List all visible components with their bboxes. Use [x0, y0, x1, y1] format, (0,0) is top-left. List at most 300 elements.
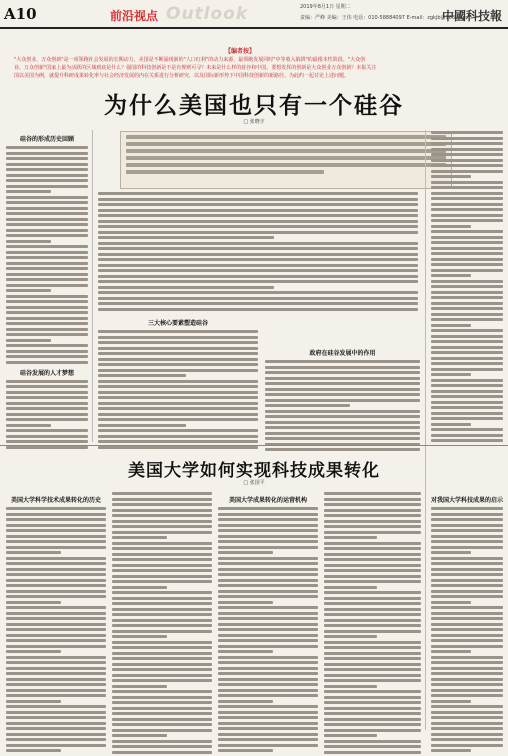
text-line — [98, 424, 186, 427]
text-line — [324, 503, 421, 506]
text-line — [112, 624, 212, 627]
text-line — [431, 280, 503, 283]
text-line — [6, 540, 106, 543]
text-line — [112, 536, 167, 539]
text-line — [6, 518, 106, 521]
text-line — [431, 557, 503, 560]
text-line — [6, 639, 106, 642]
text-line — [431, 335, 503, 338]
text-line — [324, 536, 377, 539]
body-text — [431, 507, 503, 752]
text-line — [112, 586, 167, 589]
text-line — [431, 601, 471, 604]
text-line — [218, 507, 318, 510]
text-line — [218, 623, 318, 626]
text-line — [431, 148, 503, 151]
text-line — [6, 689, 106, 692]
article1-headline: 为什么美国也只有一个硅谷 — [104, 93, 404, 119]
text-line — [431, 617, 503, 620]
text-line — [6, 207, 88, 210]
text-line — [324, 514, 421, 517]
text-line — [431, 170, 503, 173]
text-line — [431, 694, 503, 697]
text-line — [218, 606, 318, 609]
text-line — [112, 591, 212, 594]
text-line — [324, 630, 421, 633]
text-line — [112, 690, 212, 693]
article1-intro-box — [120, 131, 452, 189]
text-line — [218, 656, 318, 659]
text-line — [265, 371, 420, 374]
text-line — [431, 203, 503, 206]
article1-middle-columns — [98, 192, 418, 313]
text-line — [218, 738, 318, 741]
text-line — [218, 601, 273, 604]
text-line — [265, 382, 420, 385]
text-line — [6, 240, 51, 243]
text-line — [324, 569, 421, 572]
text-line — [112, 514, 212, 517]
text-line — [431, 513, 503, 516]
text-line — [6, 524, 106, 527]
column-divider — [92, 130, 93, 442]
text-line — [431, 164, 503, 167]
text-line — [431, 672, 503, 675]
article1-subheading: 政府在硅谷发展中的作用 — [309, 350, 376, 357]
text-line — [431, 683, 503, 686]
text-line — [324, 492, 421, 495]
text-line — [265, 432, 420, 435]
body-text — [218, 507, 318, 752]
text-line — [324, 575, 421, 578]
text-line — [6, 328, 88, 331]
text-line — [6, 300, 88, 303]
text-line — [218, 661, 318, 664]
text-line — [6, 396, 88, 399]
text-line — [431, 628, 503, 631]
text-line — [6, 361, 88, 364]
text-line — [6, 513, 106, 516]
text-line — [112, 503, 212, 506]
column-divider — [425, 130, 426, 730]
text-line — [6, 174, 88, 177]
text-line — [98, 369, 258, 372]
body-text — [98, 330, 258, 449]
text-line — [98, 214, 418, 217]
text-line — [98, 253, 418, 256]
text-line — [324, 723, 421, 726]
right-column — [431, 131, 503, 445]
text-line — [431, 590, 503, 593]
text-line — [431, 362, 503, 365]
text-line — [218, 590, 318, 593]
text-line — [6, 163, 88, 166]
text-line — [6, 507, 106, 510]
text-line — [6, 678, 106, 681]
text-line — [265, 410, 420, 413]
text-line — [218, 716, 318, 719]
text-line — [265, 399, 420, 402]
section-title: 前沿视点 — [110, 9, 159, 23]
text-line — [6, 562, 106, 565]
text-line — [431, 749, 471, 752]
text-line — [6, 645, 106, 648]
text-line — [6, 306, 88, 309]
text-line — [6, 727, 106, 730]
text-line — [431, 373, 471, 376]
text-line — [6, 529, 106, 532]
text-line — [431, 623, 503, 626]
text-line — [6, 196, 88, 199]
text-line — [6, 551, 61, 554]
text-line — [98, 402, 258, 405]
text-line — [324, 685, 377, 688]
text-line — [112, 701, 212, 704]
text-line — [218, 694, 318, 697]
text-line — [112, 751, 212, 754]
text-line — [324, 729, 421, 732]
text-line — [98, 264, 418, 267]
date-line: 2019年8月1日 星期二 — [300, 4, 351, 10]
text-line — [431, 175, 471, 178]
text-line — [324, 586, 377, 589]
text-line — [431, 395, 503, 398]
text-line — [6, 705, 106, 708]
text-line — [431, 137, 503, 140]
text-line — [6, 168, 88, 171]
body-text — [6, 380, 88, 449]
text-line — [431, 634, 503, 637]
text-line — [431, 219, 503, 222]
text-line — [6, 311, 88, 314]
text-line — [324, 602, 421, 605]
text-line — [98, 308, 418, 311]
text-line — [6, 738, 106, 741]
text-line — [431, 744, 503, 747]
text-line — [431, 357, 503, 360]
text-line — [431, 546, 503, 549]
text-line — [112, 685, 167, 688]
text-line — [324, 531, 421, 534]
text-line — [112, 674, 212, 677]
text-line — [218, 639, 318, 642]
text-line — [6, 284, 88, 287]
text-line — [98, 391, 258, 394]
text-line — [431, 417, 503, 420]
text-line — [218, 650, 273, 653]
text-line — [431, 551, 471, 554]
text-line — [218, 524, 318, 527]
text-line — [431, 423, 471, 426]
text-line — [324, 624, 421, 627]
text-line — [6, 391, 88, 394]
text-line — [431, 247, 503, 250]
text-line — [218, 749, 273, 752]
text-line — [6, 716, 106, 719]
text-line — [6, 749, 61, 752]
text-line — [6, 267, 88, 270]
text-line — [112, 553, 212, 556]
text-line — [265, 448, 420, 451]
text-line — [218, 584, 318, 587]
text-line — [98, 236, 274, 239]
text-line — [98, 440, 258, 443]
text-line — [98, 429, 258, 432]
text-line — [6, 212, 88, 215]
text-line — [6, 733, 106, 736]
article2-subheading: 美国大学科学技术成果转化的历史 — [10, 497, 101, 504]
article2-left-column — [6, 492, 106, 755]
text-line — [431, 346, 503, 349]
text-line — [324, 663, 421, 666]
article2-author: □ 张国平 — [243, 480, 265, 486]
text-line — [98, 435, 258, 438]
section-logo: Outlook — [166, 4, 249, 24]
body-text — [112, 492, 212, 754]
text-line — [431, 340, 503, 343]
text-line — [98, 385, 258, 388]
text-line — [6, 234, 88, 237]
text-line — [112, 613, 212, 616]
text-line — [6, 579, 106, 582]
text-line — [6, 251, 88, 254]
text-line — [6, 568, 106, 571]
text-line — [6, 429, 88, 432]
text-line — [265, 437, 420, 440]
text-line — [218, 513, 318, 516]
text-line — [431, 296, 503, 299]
page-header — [0, 0, 508, 28]
text-line — [431, 318, 503, 321]
text-line — [6, 355, 88, 358]
text-line — [218, 568, 318, 571]
article2-headline: 美国大学如何实现科技成果转化 — [128, 461, 380, 481]
text-line — [431, 351, 503, 354]
text-line — [6, 344, 88, 347]
text-line — [324, 751, 421, 754]
text-line — [6, 223, 88, 226]
text-line — [112, 520, 212, 523]
text-line — [431, 258, 503, 261]
text-line — [218, 683, 318, 686]
text-line — [6, 256, 88, 259]
text-line — [265, 377, 420, 380]
text-line — [431, 269, 503, 272]
text-line — [112, 740, 212, 743]
text-line — [431, 131, 503, 134]
editor-note-line: 业、万众创新"国家上最为活跃的区域到底是什么？强国的科技创新是不是有规则可寻？未来是什么样的硅谷和中国，要想发挥的创新是大众创业万众创新？本报关注 — [14, 65, 377, 71]
text-line — [112, 509, 212, 512]
text-line — [112, 712, 212, 715]
text-line — [431, 667, 503, 670]
text-line — [112, 663, 212, 666]
text-line — [98, 225, 418, 228]
text-line — [6, 317, 88, 320]
text-line — [431, 678, 503, 681]
text-line — [324, 646, 421, 649]
text-line — [431, 722, 503, 725]
text-line — [112, 492, 212, 495]
text-line — [112, 745, 212, 748]
text-line — [112, 564, 212, 567]
text-line — [98, 336, 258, 339]
text-line — [218, 551, 273, 554]
text-line — [6, 185, 88, 188]
body-text — [431, 131, 503, 442]
article1-right-section — [265, 345, 420, 454]
text-line — [6, 606, 106, 609]
text-line — [112, 668, 212, 671]
text-line — [6, 179, 88, 182]
article2-subheading: 对我国大学科技成果的启示 — [431, 497, 504, 504]
text-line — [6, 612, 106, 615]
text-line — [6, 157, 88, 160]
text-line — [6, 322, 88, 325]
text-line — [6, 634, 106, 637]
text-line — [431, 700, 471, 703]
text-line — [324, 564, 421, 567]
text-line — [6, 590, 106, 593]
text-line — [98, 396, 258, 399]
text-line — [98, 297, 418, 300]
text-line — [218, 535, 318, 538]
text-line — [112, 602, 212, 605]
text-line — [98, 380, 258, 383]
text-line — [98, 302, 418, 305]
text-line — [431, 192, 503, 195]
text-line — [431, 285, 503, 288]
text-line — [324, 498, 421, 501]
article1-subheading: 硅谷的形成历史回顾 — [19, 136, 74, 143]
text-line — [98, 413, 258, 416]
text-line — [6, 218, 88, 221]
text-line — [112, 531, 212, 534]
text-line — [324, 745, 421, 748]
text-line — [431, 562, 503, 565]
text-line — [431, 379, 503, 382]
article2-subheading: 美国大学成果转化的运营机构 — [228, 497, 307, 504]
body-text — [6, 146, 88, 364]
text-line — [431, 384, 503, 387]
text-line — [431, 428, 503, 431]
text-line — [324, 701, 421, 704]
text-line — [431, 738, 503, 741]
text-line — [431, 661, 503, 664]
text-line — [98, 358, 258, 361]
text-line — [431, 230, 503, 233]
text-line — [431, 595, 503, 598]
text-line — [98, 203, 418, 206]
article2-right-column — [431, 492, 503, 755]
article1-mid-section — [98, 315, 258, 451]
text-line — [112, 641, 212, 644]
text-line — [6, 667, 106, 670]
text-line — [431, 252, 503, 255]
text-line — [431, 568, 503, 571]
text-line — [265, 426, 420, 429]
text-line — [112, 657, 212, 660]
text-line — [265, 393, 420, 396]
text-line — [431, 524, 503, 527]
text-line — [6, 435, 88, 438]
text-line — [324, 734, 377, 737]
text-line — [431, 645, 503, 648]
text-line — [6, 694, 106, 697]
text-line — [324, 597, 421, 600]
text-line — [218, 705, 318, 708]
text-line — [265, 366, 420, 369]
text-line — [6, 424, 51, 427]
text-line — [431, 307, 503, 310]
text-line — [431, 439, 503, 442]
text-line — [6, 245, 88, 248]
text-line — [218, 518, 318, 521]
editor-note-label: 【编者按】 — [225, 48, 256, 55]
text-line — [98, 258, 418, 261]
text-line — [431, 225, 471, 228]
text-line — [218, 645, 318, 648]
text-line — [265, 360, 420, 363]
text-line — [431, 241, 503, 244]
text-line — [98, 374, 186, 377]
text-line — [431, 302, 503, 305]
text-line — [6, 273, 88, 276]
text-line — [324, 657, 421, 660]
text-line — [431, 236, 503, 239]
text-line — [112, 652, 212, 655]
text-line — [431, 186, 503, 189]
body-text — [98, 192, 418, 311]
text-line — [324, 547, 421, 550]
text-line — [431, 518, 503, 521]
text-line — [431, 573, 503, 576]
text-line — [6, 407, 88, 410]
text-line — [218, 617, 318, 620]
text-line — [112, 679, 212, 682]
text-line — [324, 635, 377, 638]
text-line — [6, 661, 106, 664]
text-line — [324, 619, 421, 622]
text-line — [112, 575, 212, 578]
text-line — [431, 159, 503, 162]
text-line — [6, 278, 88, 281]
text-line — [112, 608, 212, 611]
text-line — [98, 209, 418, 212]
text-line — [6, 595, 106, 598]
text-line — [6, 557, 106, 560]
text-line — [218, 727, 318, 730]
text-line — [218, 529, 318, 532]
text-line — [218, 678, 318, 681]
text-line — [98, 418, 258, 421]
text-line — [112, 547, 212, 550]
text-line — [6, 711, 106, 714]
text-line — [218, 579, 318, 582]
text-line — [98, 286, 274, 289]
text-line — [218, 689, 318, 692]
text-line — [431, 540, 503, 543]
text-line — [431, 434, 503, 437]
text-line — [431, 153, 503, 156]
text-line — [112, 734, 167, 737]
text-line — [265, 388, 420, 391]
text-line — [98, 247, 418, 250]
text-line — [324, 558, 421, 561]
text-line — [324, 679, 421, 682]
article1-subheading: 三大核心要素塑造硅谷 — [147, 320, 208, 327]
text-line — [6, 152, 88, 155]
text-line — [218, 562, 318, 565]
